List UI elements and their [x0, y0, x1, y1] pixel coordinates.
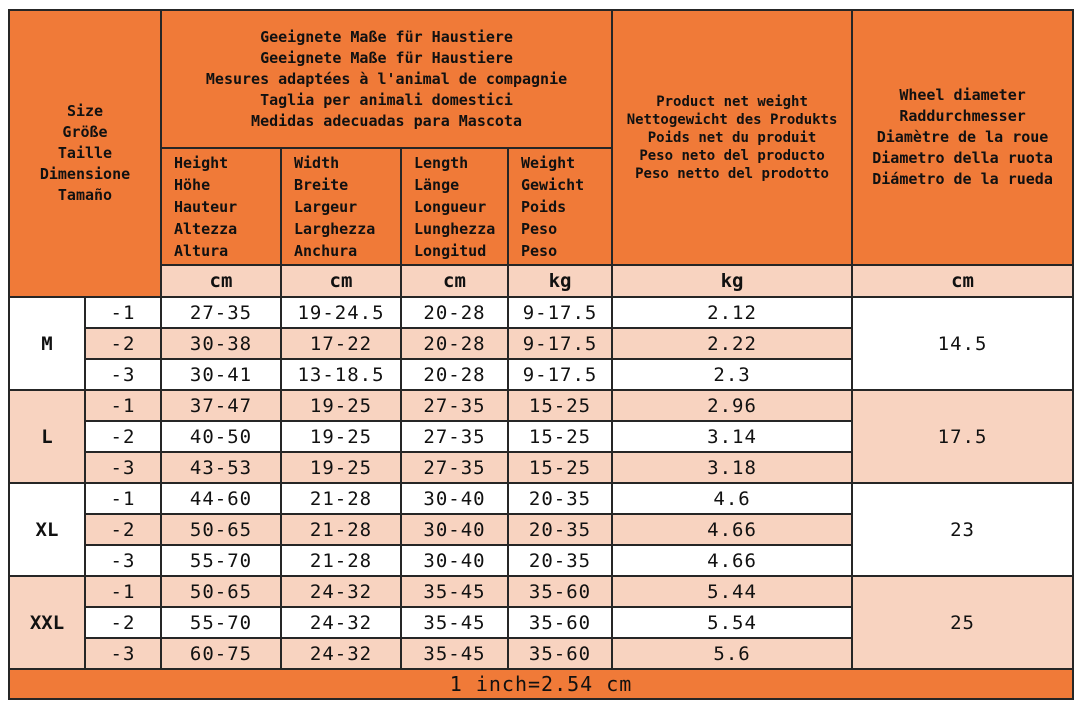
weight-cell: 20-35 — [508, 545, 612, 576]
net-weight-cell: 4.66 — [612, 545, 852, 576]
height-unit: cm — [161, 265, 281, 297]
length-header-line-2: Länge — [414, 175, 460, 194]
width-header-line-3: Largeur — [294, 197, 358, 216]
wheel-header-line-2: Raddurchmesser — [899, 107, 1026, 125]
length-cell: 27-35 — [401, 421, 508, 452]
length-header — [401, 148, 508, 265]
height-header-line-3: Hauteur — [174, 197, 238, 216]
width-cell: 19-25 — [281, 390, 401, 421]
inch-conversion-footer: 1 inch=2.54 cm — [9, 669, 1073, 699]
height-cell: 37-47 — [161, 390, 281, 421]
length-header-line-1: Length — [414, 153, 469, 172]
length-cell: 27-35 — [401, 390, 508, 421]
variant-cell: -3 — [85, 545, 161, 576]
height-cell: 43-53 — [161, 452, 281, 483]
variant-cell: -2 — [85, 421, 161, 452]
length-header-line-5: Longitud — [414, 241, 487, 260]
width-header-line-4: Larghezza — [294, 219, 376, 238]
size-header-it: Dimensione — [39, 165, 131, 183]
net-weight-cell: 5.54 — [612, 607, 852, 638]
weight-cell: 20-35 — [508, 483, 612, 514]
length-cell: 30-40 — [401, 545, 508, 576]
width-header — [281, 148, 401, 265]
width-cell: 19-25 — [281, 452, 401, 483]
net-weight-header — [612, 10, 852, 265]
width-header-line-2: Breite — [294, 175, 349, 194]
length-cell: 30-40 — [401, 514, 508, 545]
weight-cell: 9-17.5 — [508, 359, 612, 390]
variant-cell: -2 — [85, 514, 161, 545]
size-header-es: Tamaño — [57, 186, 113, 204]
length-cell: 20-28 — [401, 328, 508, 359]
pet-measures-header — [161, 10, 612, 148]
weight-header-line-3: Poids — [521, 197, 567, 216]
weight-header-line-1: Weight — [521, 153, 576, 172]
length-unit: cm — [401, 265, 508, 297]
wheel-header-line-3: Diamètre de la roue — [876, 128, 1049, 146]
weight-unit: kg — [508, 265, 612, 297]
weight-cell: 35-60 — [508, 638, 612, 669]
length-header-line-4: Lunghezza — [414, 219, 496, 238]
width-cell: 21-28 — [281, 483, 401, 514]
weight-cell: 15-25 — [508, 421, 612, 452]
net-weight-line-4: Peso neto del producto — [639, 147, 825, 164]
weight-cell: 9-17.5 — [508, 328, 612, 359]
height-header-line-2: Höhe — [174, 175, 211, 194]
weight-cell: 9-17.5 — [508, 297, 612, 328]
height-cell: 30-38 — [161, 328, 281, 359]
height-cell: 55-70 — [161, 545, 281, 576]
variant-cell: -1 — [85, 297, 161, 328]
weight-header-line-5: Peso — [521, 241, 558, 260]
variant-cell: -2 — [85, 607, 161, 638]
net-weight-cell: 4.66 — [612, 514, 852, 545]
width-header-line-1: Width — [294, 153, 340, 172]
width-cell: 13-18.5 — [281, 359, 401, 390]
pet-measures-line-5: Medidas adecuadas para Mascota — [251, 111, 522, 130]
width-cell: 17-22 — [281, 328, 401, 359]
pet-measures-line-3: Mesures adaptées à l'animal de compagnie — [205, 69, 568, 88]
wheel-cell-l: 17.5 — [852, 390, 1073, 483]
net-weight-line-1: Product net weight — [656, 93, 808, 110]
height-cell: 60-75 — [161, 638, 281, 669]
wheel-header-line-1: Wheel diameter — [899, 86, 1026, 104]
wheel-header — [852, 10, 1073, 265]
height-cell: 40-50 — [161, 421, 281, 452]
net-weight-cell: 2.96 — [612, 390, 852, 421]
length-cell: 27-35 — [401, 452, 508, 483]
length-header-line-3: Longueur — [414, 197, 487, 216]
weight-cell: 35-60 — [508, 607, 612, 638]
height-header-line-5: Altura — [174, 241, 229, 260]
width-cell: 19-24.5 — [281, 297, 401, 328]
size-label-xl: XL — [9, 483, 85, 576]
net-weight-cell: 5.44 — [612, 576, 852, 607]
variant-cell: -3 — [85, 638, 161, 669]
width-unit: cm — [281, 265, 401, 297]
size-header-de: Größe — [62, 123, 108, 141]
width-cell: 24-32 — [281, 576, 401, 607]
net-weight-line-2: Nettogewicht des Produkts — [626, 111, 838, 128]
net-weight-cell: 2.12 — [612, 297, 852, 328]
weight-header-line-2: Gewicht — [521, 175, 585, 194]
height-header-line-4: Altezza — [174, 219, 238, 238]
size-label-l: L — [9, 390, 85, 483]
height-cell: 50-65 — [161, 514, 281, 545]
width-cell: 19-25 — [281, 421, 401, 452]
net-weight-cell: 4.6 — [612, 483, 852, 514]
weight-cell: 15-25 — [508, 390, 612, 421]
height-header — [161, 148, 281, 265]
size-header-fr: Taille — [57, 144, 113, 162]
variant-cell: -3 — [85, 452, 161, 483]
net-weight-cell: 2.3 — [612, 359, 852, 390]
wheel-unit: cm — [852, 265, 1073, 297]
net-weight-cell: 3.18 — [612, 452, 852, 483]
pet-measures-line-2: Geeignete Maße für Haustiere — [260, 48, 513, 67]
variant-cell: -1 — [85, 390, 161, 421]
wheel-cell-xxl: 25 — [852, 576, 1073, 669]
height-cell: 44-60 — [161, 483, 281, 514]
height-cell: 55-70 — [161, 607, 281, 638]
weight-cell: 35-60 — [508, 576, 612, 607]
length-cell: 30-40 — [401, 483, 508, 514]
size-header — [9, 10, 161, 297]
height-cell: 27-35 — [161, 297, 281, 328]
height-cell: 30-41 — [161, 359, 281, 390]
net-weight-cell: 2.22 — [612, 328, 852, 359]
width-cell: 21-28 — [281, 514, 401, 545]
net-weight-cell: 5.6 — [612, 638, 852, 669]
pet-measures-line-1: Geeignete Maße für Haustiere — [260, 27, 513, 46]
size-chart-table — [8, 9, 1074, 700]
wheel-header-line-4: Diametro della ruota — [872, 149, 1053, 167]
weight-cell: 15-25 — [508, 452, 612, 483]
length-cell: 35-45 — [401, 576, 508, 607]
net-weight-cell: 3.14 — [612, 421, 852, 452]
length-cell: 20-28 — [401, 359, 508, 390]
weight-header — [508, 148, 612, 265]
length-cell: 20-28 — [401, 297, 508, 328]
width-cell: 24-32 — [281, 638, 401, 669]
height-header-line-1: Height — [174, 153, 229, 172]
height-cell: 50-65 — [161, 576, 281, 607]
weight-cell: 20-35 — [508, 514, 612, 545]
size-header-en: Size — [66, 102, 104, 120]
size-label-xxl: XXL — [9, 576, 85, 669]
variant-cell: -3 — [85, 359, 161, 390]
weight-header-line-4: Peso — [521, 219, 558, 238]
length-cell: 35-45 — [401, 638, 508, 669]
net-weight-line-5: Peso netto del prodotto — [635, 165, 829, 182]
net-weight-unit: kg — [612, 265, 852, 297]
variant-cell: -1 — [85, 576, 161, 607]
net-weight-line-3: Poids net du produit — [647, 129, 817, 146]
width-header-line-5: Anchura — [294, 241, 358, 260]
length-cell: 35-45 — [401, 607, 508, 638]
wheel-header-line-5: Diámetro de la rueda — [872, 170, 1053, 188]
width-cell: 21-28 — [281, 545, 401, 576]
width-cell: 24-32 — [281, 607, 401, 638]
variant-cell: -1 — [85, 483, 161, 514]
pet-measures-line-4: Taglia per animali domestici — [260, 90, 513, 109]
wheel-cell-m: 14.5 — [852, 297, 1073, 390]
wheel-cell-xl: 23 — [852, 483, 1073, 576]
variant-cell: -2 — [85, 328, 161, 359]
size-label-m: M — [9, 297, 85, 390]
